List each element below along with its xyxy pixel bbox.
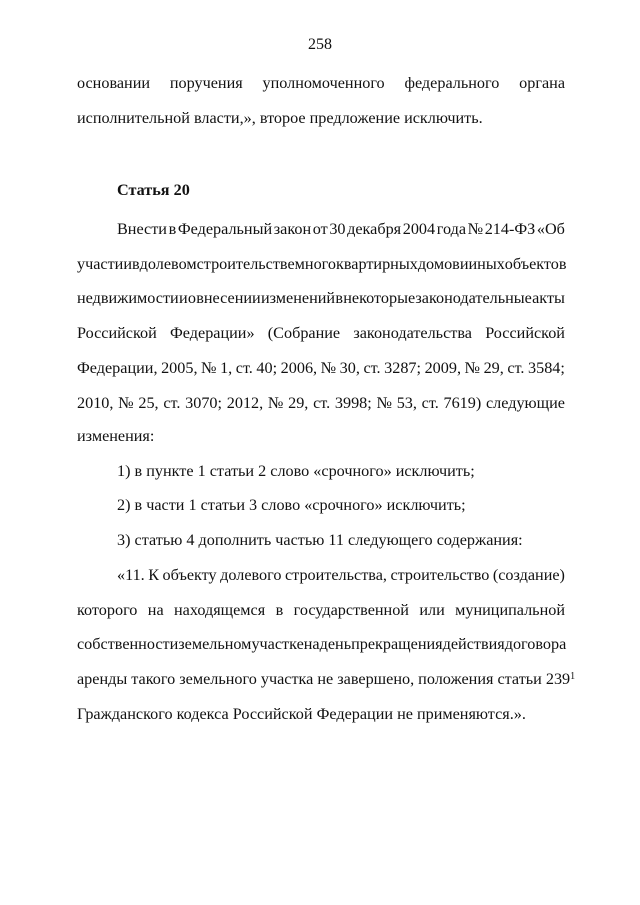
quote-last-line: Гражданского кодекса Российской Федерации не применяются.». <box>77 705 526 723</box>
amendment-item-1: 1) в пункте 1 статьи 2 слово «срочного» исключить; <box>117 462 475 480</box>
word: в <box>275 600 284 619</box>
word: 7619) <box>443 393 482 412</box>
word: акты <box>532 289 565 308</box>
word: строительства, <box>284 566 387 584</box>
amendment-item-2: 2) в части 1 статьи 3 слово «срочного» исключить; <box>117 496 466 514</box>
quote-line-4 <box>77 662 576 697</box>
word: 40; <box>256 358 278 377</box>
continuation-line-1 <box>77 66 565 101</box>
word: некоторые <box>343 289 416 308</box>
word: государственной <box>293 600 409 619</box>
word: законодательные <box>415 289 532 308</box>
quote-line <box>77 593 565 628</box>
word: участии <box>77 254 133 273</box>
word: 214-ФЗ <box>484 220 536 238</box>
quote-line <box>77 627 565 662</box>
word: объекту <box>162 566 217 584</box>
word: ст. <box>363 358 381 377</box>
word: законодательства <box>353 324 472 343</box>
page-number: 258 <box>308 36 332 53</box>
word: 2006, <box>280 358 318 377</box>
word: ст. <box>421 393 439 412</box>
word: действия <box>442 635 505 654</box>
word: или <box>419 600 445 619</box>
word: день <box>319 635 352 654</box>
intro-line <box>77 351 565 386</box>
word: 29, <box>288 393 309 412</box>
word: ст. <box>313 393 331 412</box>
word: № <box>467 220 484 238</box>
word: «11. <box>117 566 145 584</box>
word: 3070; <box>185 393 223 412</box>
word: № <box>118 393 134 412</box>
word: 2009, <box>424 358 461 377</box>
word: (Собрание <box>267 324 341 343</box>
word: объектов <box>504 254 567 273</box>
word: участке <box>251 635 304 654</box>
word: Федеральный <box>177 220 273 238</box>
intro-line <box>77 247 565 282</box>
word: договора <box>504 635 567 654</box>
word: закон <box>273 220 312 238</box>
word: Российской <box>485 324 565 343</box>
word: № <box>376 393 392 412</box>
word: которого <box>77 600 138 619</box>
word: муниципальной <box>455 600 565 619</box>
quote-line-4-text: аренды такого земельного участка не завершено, положения статьи 239 <box>77 670 571 688</box>
word: о <box>187 289 196 308</box>
word: ст. <box>163 393 181 412</box>
word: в <box>335 289 343 308</box>
word: в <box>168 220 177 238</box>
word: № <box>320 358 337 377</box>
word: прекращения <box>351 635 443 654</box>
intro-line <box>77 316 565 351</box>
word: иных <box>468 254 505 273</box>
word: уполномоченного <box>262 74 385 92</box>
amendment-item-3: 3) статью 4 дополнить частью 11 следующего содержания: <box>117 531 523 549</box>
word: основании <box>77 74 151 92</box>
word: на <box>147 600 164 619</box>
word: 53, <box>396 393 417 412</box>
word: в <box>132 254 140 273</box>
word: и <box>178 289 188 308</box>
intro-last-line: изменения: <box>77 427 155 445</box>
word: 30, <box>339 358 360 377</box>
word: долевом <box>139 254 197 273</box>
word: земельном <box>178 635 252 654</box>
word: декабря <box>347 220 402 238</box>
word: № <box>464 358 480 377</box>
word: 3287; <box>384 358 421 377</box>
word: 2005, <box>161 358 198 377</box>
word: (создание) <box>492 566 565 584</box>
word: Федерации, <box>77 358 158 377</box>
word: Российской <box>77 324 157 343</box>
word: 1, <box>220 358 233 377</box>
word: собственности <box>77 635 179 654</box>
word: 2004 <box>402 220 436 238</box>
word: от <box>312 220 328 238</box>
word: поручения <box>169 74 243 92</box>
word: 3998; <box>334 393 372 412</box>
word: долевого <box>220 566 282 584</box>
word: и <box>459 254 469 273</box>
word: 29, <box>483 358 504 377</box>
word: строительстве <box>196 254 295 273</box>
word: 25, <box>138 393 159 412</box>
intro-line <box>117 212 565 247</box>
word: 30 <box>329 220 346 238</box>
word: на <box>303 635 320 654</box>
word: федерального <box>404 74 500 92</box>
word: недвижимости <box>77 289 179 308</box>
continuation-line-2: исполнительной власти,», второе предложение исключить. <box>77 109 483 127</box>
word: года <box>436 220 467 238</box>
word: следующие <box>485 393 565 412</box>
word: ст. <box>235 358 253 377</box>
word: изменений <box>260 289 336 308</box>
word: № <box>201 358 217 377</box>
word: многоквартирных <box>294 254 418 273</box>
word: К <box>148 566 160 584</box>
word: домов <box>417 254 460 273</box>
word: строительство <box>390 566 490 584</box>
intro-line <box>77 281 565 316</box>
word: ст. <box>507 358 525 377</box>
word: 2010, <box>77 393 114 412</box>
word: внесении <box>196 289 261 308</box>
word: 2012, <box>226 393 264 412</box>
word: «Об <box>536 220 565 238</box>
intro-line <box>77 386 565 421</box>
quote-line <box>117 558 565 593</box>
superscript: 1 <box>570 671 576 682</box>
word: органа <box>519 74 565 92</box>
article-heading: Статья 20 <box>117 181 190 199</box>
word: находящемся <box>174 600 266 619</box>
word: № <box>267 393 284 412</box>
word: Федерации» <box>170 324 255 343</box>
word: Внести <box>117 220 167 238</box>
word: 3584; <box>528 358 565 377</box>
